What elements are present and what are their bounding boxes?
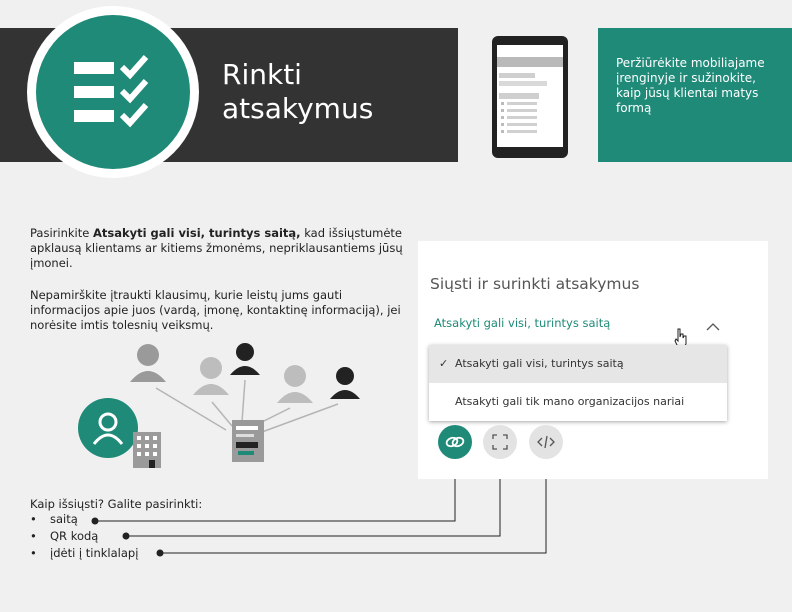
qr-code-button[interactable] bbox=[483, 425, 517, 459]
menu-item-label: Atsakyti gali visi, turintys saitą bbox=[455, 357, 624, 370]
send-options-heading: Kaip išsiųsti? Galite pasirinkti: bbox=[30, 497, 203, 511]
menu-item-label: Atsakyti gali tik mano organizacijos nariai bbox=[455, 395, 685, 408]
bullet: • bbox=[30, 529, 37, 543]
title-line-2: atsakymus bbox=[222, 92, 374, 125]
menu-item-anyone[interactable] bbox=[429, 345, 727, 383]
option-qr-label: QR kodą bbox=[50, 529, 99, 543]
chevron-up-icon[interactable] bbox=[706, 317, 720, 336]
p1-suffix: kad išsiųstumėte apklausą klientams ar kitiems žmonėms, nepriklausantiems jūsų įmonei. bbox=[30, 226, 403, 270]
link-button[interactable] bbox=[438, 425, 472, 459]
audience-menu bbox=[429, 345, 727, 421]
mobile-preview-text: Peržiūrėkite mobiliajame įrenginyje ir sužinokite, kaip jūsų klientai matys formą bbox=[616, 56, 765, 115]
audience-dropdown[interactable]: Atsakyti gali visi, turintys saitą bbox=[434, 316, 611, 330]
qr-code-icon bbox=[492, 434, 508, 450]
bullet: • bbox=[30, 546, 37, 560]
title-line-1: Rinkti bbox=[222, 58, 302, 91]
p1-bold: Atsakyti gali visi, turintys saitą, bbox=[92, 226, 301, 240]
bullet: • bbox=[30, 512, 37, 526]
panel-title: Siųsti ir surinkti atsakymus bbox=[430, 275, 640, 293]
option-embed-label: įdėti į tinklalapį bbox=[50, 546, 139, 560]
link-icon bbox=[445, 435, 465, 449]
embed-button[interactable] bbox=[529, 425, 563, 459]
embed-code-icon bbox=[537, 435, 555, 449]
checkmark-icon: ✓ bbox=[439, 357, 449, 370]
p1-prefix: Pasirinkite bbox=[30, 226, 93, 240]
menu-item-org-only[interactable] bbox=[429, 383, 727, 421]
instruction-paragraph-2: Nepamirškite įtraukti klausimų, kurie leistų jums gauti informacijos apie juos (vardą, įmonę, kontaktinę informaciją), jei norėsite imtis tolesnių veiksmų. bbox=[30, 288, 401, 332]
option-link-label: saitą bbox=[50, 512, 78, 526]
